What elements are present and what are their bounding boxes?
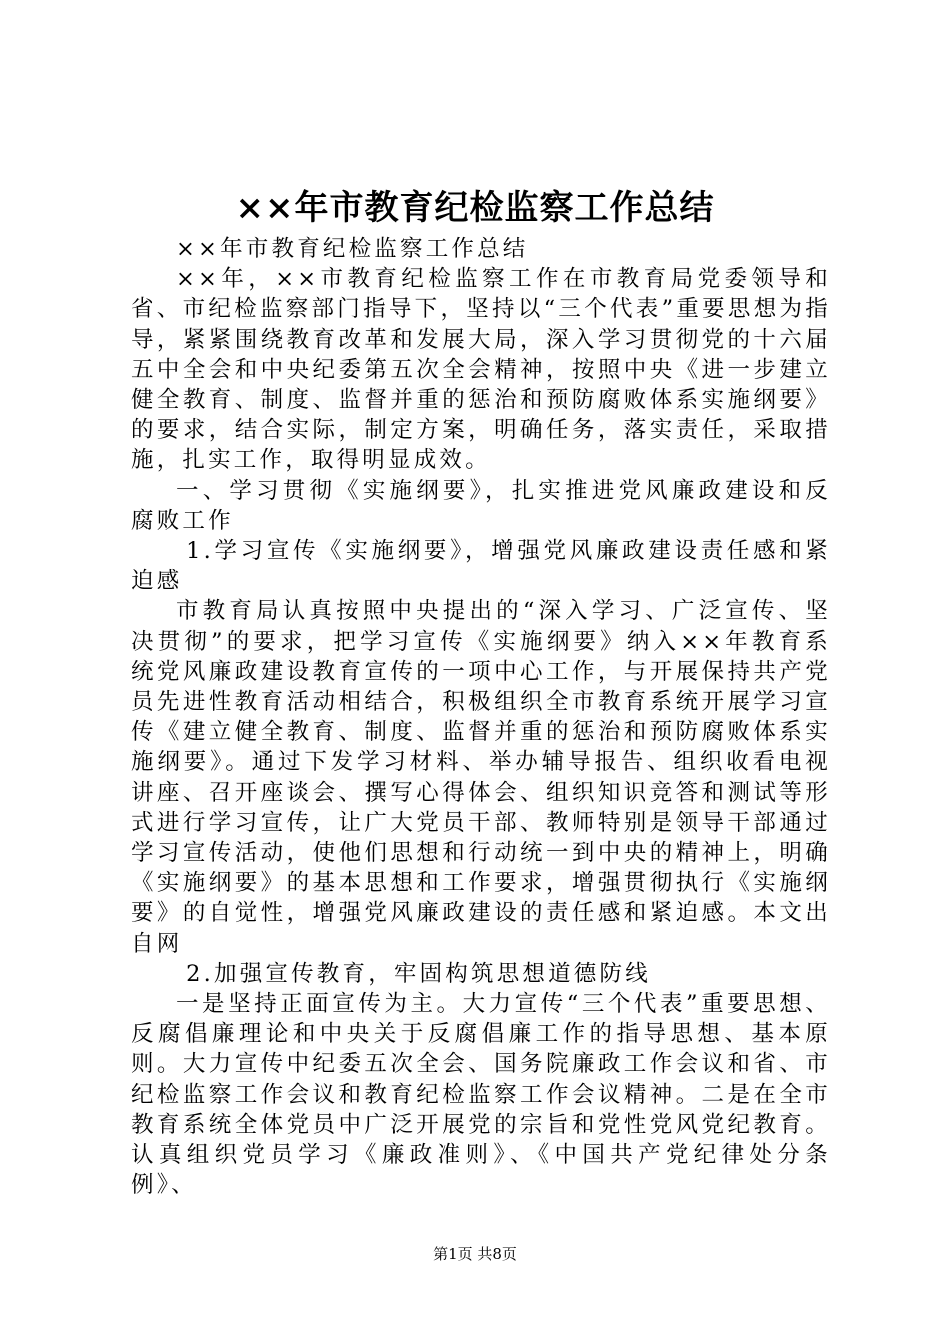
body-heading-repeat: ××年市教育纪检监察工作总结: [176, 236, 529, 262]
body-paragraph: 市教育局认真按照中央提出的“深入学习、广泛宣传、坚决贯彻”的要求，把学习宣传《实施纲要》纳入××年教育系统党风廉政建设教育宣传的一项中心工作，与开展保持共产党员先进性教育活动相结合，积极组织全市教育系统开展学习宣传《建立健全教育、制度、监督并重的惩治和预防腐败体系实施纲要》。通过下发学习材料、举办辅导报告、组织收看电视讲座、召开座谈会、撰写心得体会、组织知识竞答和测试等形式进行学习宣传，让广大党员干部、教师特别是领导干部通过学习宣传活动，使他们思想和行动统一到中央的精神上，明确《实施纲要》的基本思想和工作要求，增强贯彻执行《实施纲要》的自觉性，增强党风廉政建设的责任感和紧迫感。本文出自网: [131, 598, 831, 957]
document-title: ××年市教育纪检监察工作总结: [235, 188, 715, 228]
page-footer: 第1页 共8页: [433, 1245, 517, 1263]
subsection-heading-2: 2.加强宣传教育，牢固构筑思想道德防线: [186, 960, 651, 987]
intro-paragraph: ××年，××市教育纪检监察工作在市教育局党委领导和省、市纪检监察部门指导下，坚持以“三个代表”重要思想为指导，紧紧围绕教育改革和发展大局，深入学习贯彻党的十六届五中全会和中央纪委第五次全会精神，按照中央《进一步建立健全教育、制度、监督并重的惩治和预防腐败体系实施纲要》的要求，结合实际，制定方案，明确任务，落实责任，采取措施，扎实工作，取得明显成效。: [131, 266, 831, 474]
document-body: [131, 234, 831, 1201]
subsection-heading-1: 1.学习宣传《实施纲要》，增强党风廉政建设责任感和紧迫感: [131, 538, 831, 595]
section-heading-1: 一、学习贯彻《实施纲要》，扎实推进党风廉政建设和反腐败工作: [131, 477, 831, 534]
body-paragraph: 一是坚持正面宣传为主。大力宣传“三个代表”重要思想、反腐倡廉理论和中央关于反腐倡廉工作的指导思想、基本原则。大力宣传中纪委五次全会、国务院廉政工作会议和省、市纪检监察工作会议和教育纪检监察工作会议精神。二是在全市教育系统全体党员中广泛开展党的宗旨和党性党风党纪教育。认真组织党员学习《廉政准则》、《中国共产党纪律处分条例》、: [131, 991, 831, 1199]
